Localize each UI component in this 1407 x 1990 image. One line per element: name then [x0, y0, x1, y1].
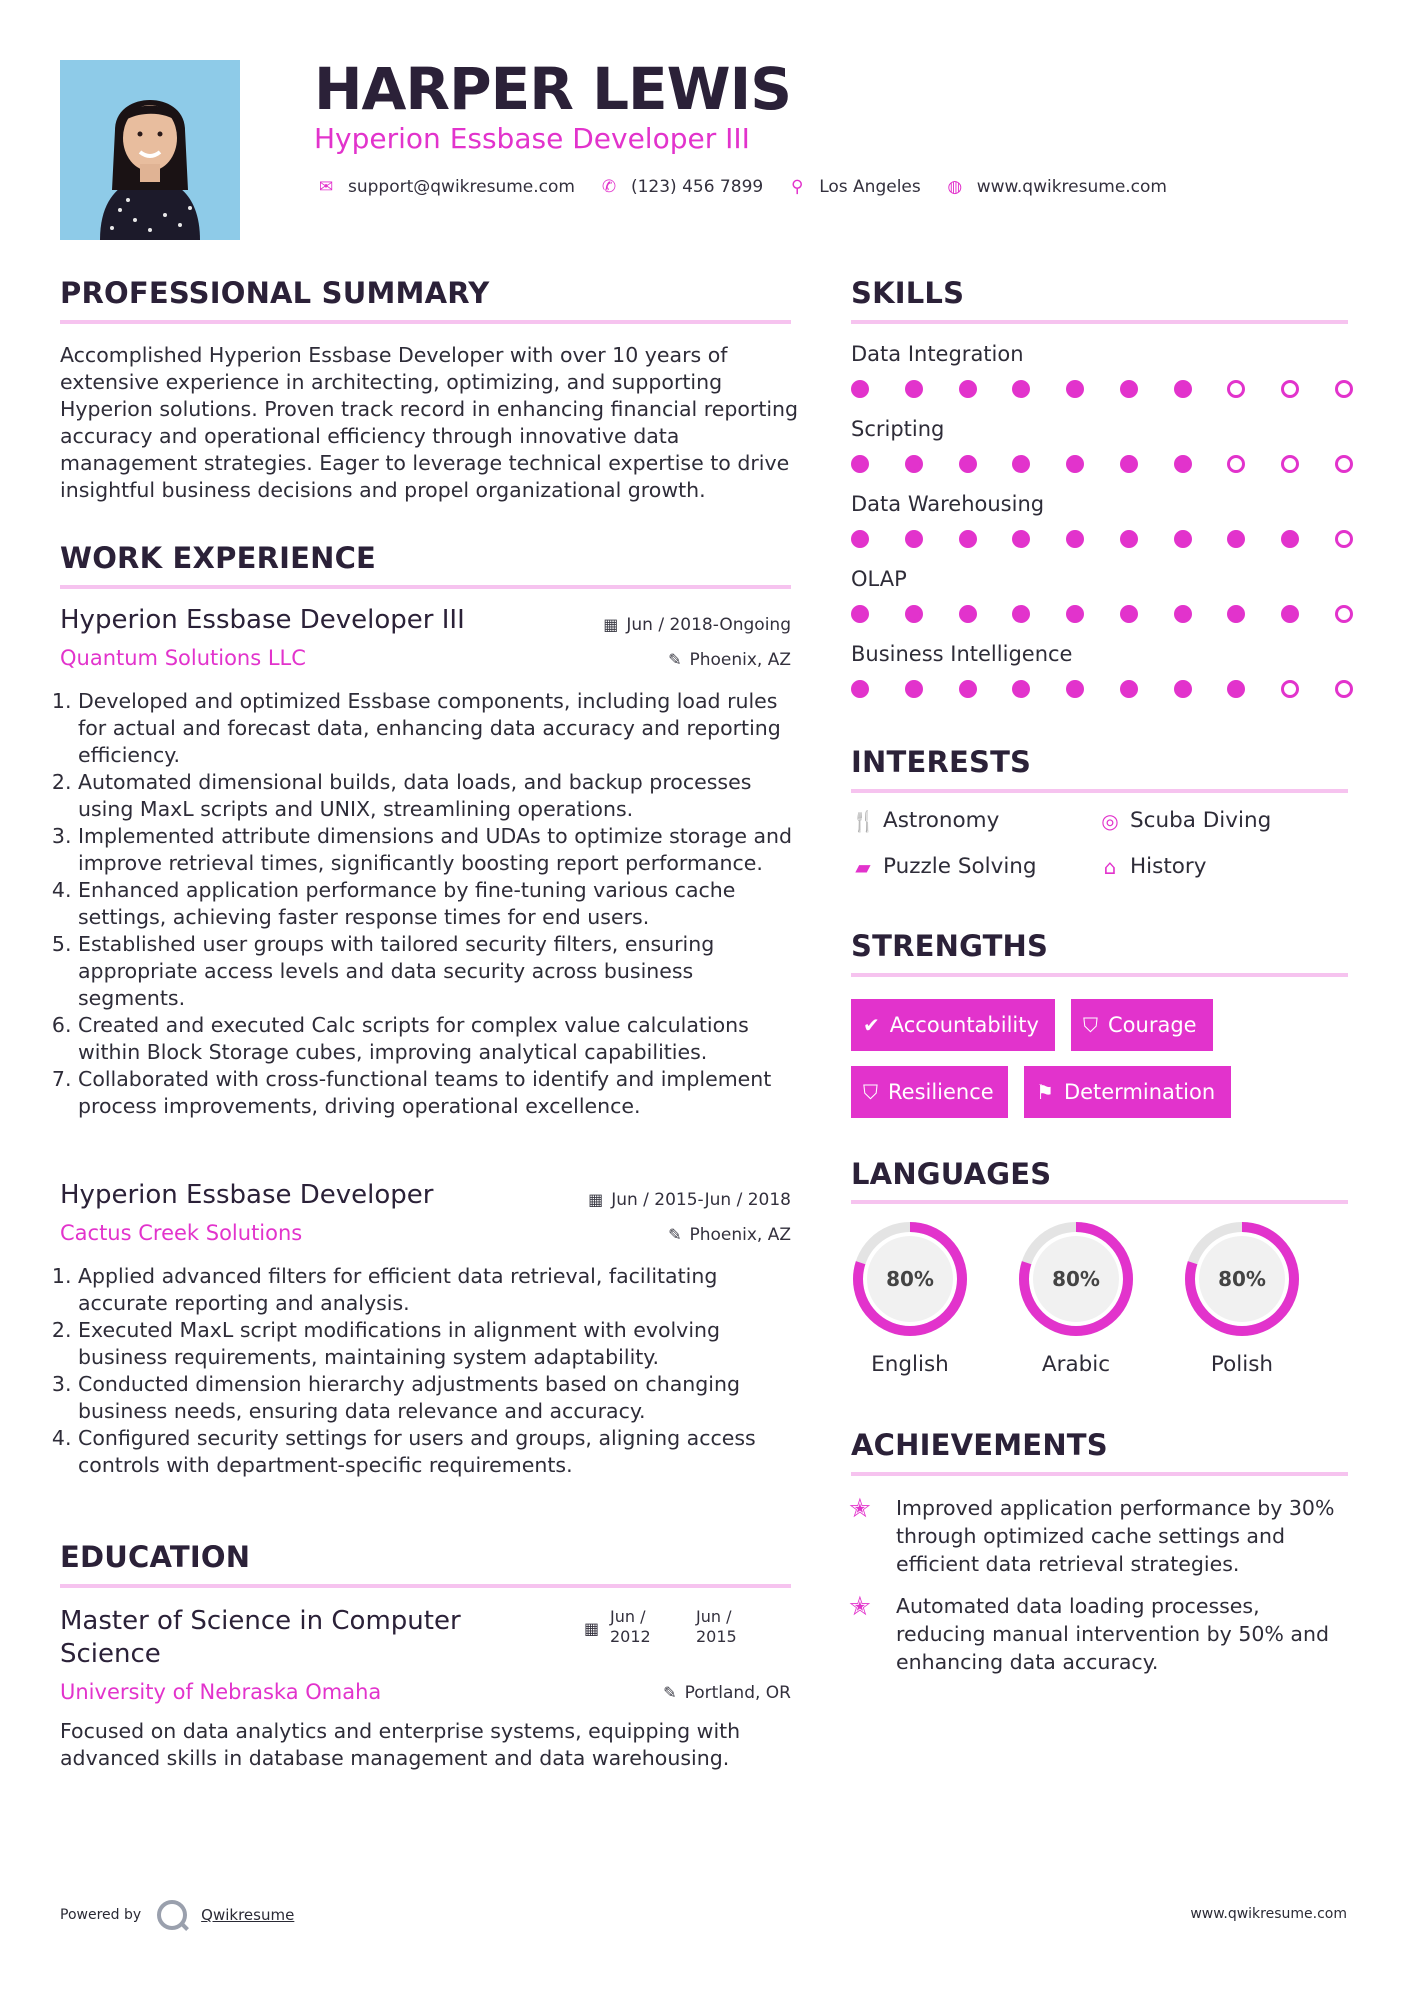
- language-percent: 80%: [1218, 1267, 1266, 1291]
- job-dates-text: Jun / 2015-Jun / 2018: [611, 1190, 791, 1210]
- language-item: [1015, 1218, 1137, 1377]
- job-dates-text: Jun / 2018-Ongoing: [626, 615, 791, 635]
- shield-icon: ⛉: [1083, 1013, 1098, 1037]
- education-location: [663, 1683, 791, 1703]
- contact-website[interactable]: www.qwikresume.com: [976, 177, 1167, 197]
- summary-divider: [60, 320, 791, 324]
- job-bullets: [60, 688, 800, 1120]
- rating-dot-filled: [851, 680, 869, 698]
- list-item: 5. Established user groups with tailored security filters, ensuring appropriate access levels and data security across business segments.: [78, 931, 800, 1012]
- rating-dot-filled: [851, 530, 869, 548]
- rating-dot-filled: [959, 455, 977, 473]
- achievement-item: Automated data loading processes, reducing manual intervention by 50% and enhancing data accuracy.: [896, 1594, 1329, 1674]
- rating-dot-filled: [1227, 605, 1245, 623]
- flag-icon: ⚑: [1036, 1080, 1054, 1104]
- list-item: 6. Created and executed Calc scripts for complex value calculations within Block Storage cubes, improving analytical capabilities.: [78, 1012, 800, 1066]
- envelope-icon: ✉: [318, 177, 334, 197]
- strength-label: Resilience: [888, 1080, 994, 1104]
- rating-dot-filled: [1174, 605, 1192, 623]
- strength-badge: [1024, 1066, 1231, 1118]
- rating-dot-filled: [959, 605, 977, 623]
- rating-dot-filled: [1012, 455, 1030, 473]
- strength-badge: [851, 999, 1055, 1051]
- footer-powered-by: [60, 1900, 294, 1930]
- rating-dot-filled: [905, 605, 923, 623]
- job-location-text: Phoenix, AZ: [689, 650, 791, 670]
- achievements-divider: [851, 1472, 1348, 1476]
- education-end-month: Jun /: [696, 1607, 732, 1626]
- contact-location: Los Angeles: [819, 177, 921, 197]
- education-end-year: 2015: [696, 1627, 737, 1646]
- pin-icon: ✎: [668, 1225, 682, 1244]
- skill-rating: [851, 380, 1353, 398]
- brand-link[interactable]: Qwikresume: [201, 1906, 295, 1924]
- bank-icon: ⌂: [1103, 854, 1117, 879]
- interest-label: Astronomy: [883, 808, 1000, 833]
- rating-dot-filled: [1120, 530, 1138, 548]
- interest-label: History: [1130, 854, 1207, 879]
- job-dates: [588, 1190, 791, 1210]
- achievement-item: Improved application performance by 30% through optimized cache settings and efficient data retrieval strategies.: [896, 1496, 1335, 1576]
- experience-divider: [60, 585, 791, 589]
- education-text: Focused on data analytics and enterprise systems, equipping with advanced skills in database management and data warehousing.: [60, 1719, 741, 1770]
- interest-item: [851, 808, 999, 833]
- calendar-icon: ▦: [584, 1619, 600, 1638]
- rating-dot-empty: [1281, 380, 1299, 398]
- language-percent: 80%: [1052, 1267, 1100, 1291]
- skill-rating: [851, 680, 1353, 698]
- list-item: 2. Automated dimensional builds, data loads, and backup processes using MaxL scripts and UNIX, streamlining operations.: [78, 769, 800, 823]
- footer-url[interactable]: www.qwikresume.com: [1190, 1906, 1347, 1922]
- skill-name: Data Warehousing: [851, 492, 1045, 516]
- life-ring-icon: ◎: [1101, 808, 1119, 833]
- calendar-icon: ▦: [588, 1190, 604, 1209]
- rating-dot-filled: [905, 455, 923, 473]
- skill-name: Business Intelligence: [851, 642, 1073, 666]
- education-heading: EDUCATION: [60, 1540, 251, 1574]
- list-item: 1. Developed and optimized Essbase components, including load rules for actual and forecast data, enhancing data accuracy and reporting efficiency.: [78, 688, 800, 769]
- skill-name: OLAP: [851, 567, 907, 591]
- education-degree: Master of Science in Computer Science: [60, 1606, 461, 1669]
- profile-photo: [60, 60, 240, 240]
- job-title: Hyperion Essbase Developer III: [60, 605, 465, 635]
- skill-rating: [851, 605, 1353, 623]
- interests-divider: [851, 789, 1348, 793]
- rating-dot-filled: [905, 530, 923, 548]
- rating-dot-filled: [1012, 605, 1030, 623]
- job-bullets: [60, 1263, 800, 1479]
- strength-label: Accountability: [889, 1013, 1039, 1037]
- interest-item: [851, 854, 1037, 879]
- languages-heading: LANGUAGES: [851, 1157, 1052, 1191]
- interest-label: Puzzle Solving: [883, 854, 1037, 879]
- list-item: 4. Configured security settings for users and groups, aligning access controls with department-specific requirements.: [78, 1425, 800, 1479]
- skills-divider: [851, 320, 1348, 324]
- skill-name: Scripting: [851, 417, 945, 441]
- rating-dot-filled: [1012, 380, 1030, 398]
- job-location: [668, 650, 791, 670]
- rating-dot-empty: [1227, 380, 1245, 398]
- skill-rating: [851, 455, 1353, 473]
- rating-dot-empty: [1335, 530, 1353, 548]
- rating-dot-empty: [1281, 680, 1299, 698]
- rating-dot-filled: [851, 380, 869, 398]
- language-item: [849, 1218, 971, 1377]
- pin-icon: ✎: [663, 1683, 677, 1702]
- rating-dot-empty: [1281, 455, 1299, 473]
- job-company: Cactus Creek Solutions: [60, 1221, 303, 1245]
- contact-bar: [314, 177, 1189, 197]
- achievements-heading: ACHIEVEMENTS: [851, 1428, 1108, 1462]
- pin-icon: ✎: [668, 650, 682, 669]
- rating-dot-filled: [851, 455, 869, 473]
- rating-dot-filled: [1066, 380, 1084, 398]
- job-location: [668, 1225, 791, 1245]
- rating-dot-filled: [1066, 530, 1084, 548]
- star-icon: ✭: [849, 1494, 871, 1524]
- rating-dot-empty: [1335, 455, 1353, 473]
- summary-text: Accomplished Hyperion Essbase Developer with over 10 years of extensive experience in architecting, optimizing, and supporting Hyperion solutions. Proven track record in enhancing financial reporting accuracy and operational efficiency through innovative data management strategies. Eager to leverage technical expertise to drive insightful business decisions and propel organizational growth.: [60, 343, 799, 502]
- rating-dot-filled: [1012, 530, 1030, 548]
- calendar-icon: ▦: [603, 615, 619, 634]
- education-divider: [60, 1584, 791, 1588]
- rating-dot-filled: [1066, 680, 1084, 698]
- rating-dot-empty: [1335, 380, 1353, 398]
- interest-item: [1098, 808, 1271, 833]
- book-icon: ▰: [855, 854, 871, 879]
- powered-by-text: Powered by: [60, 1907, 142, 1923]
- language-name: English: [871, 1352, 949, 1377]
- cutlery-icon: 🍴: [851, 808, 876, 833]
- rating-dot-filled: [1066, 605, 1084, 623]
- education-location-text: Portland, OR: [684, 1683, 791, 1703]
- job-title: Hyperion Essbase Developer: [60, 1180, 434, 1210]
- rating-dot-filled: [851, 605, 869, 623]
- interest-label: Scuba Diving: [1130, 808, 1272, 833]
- language-progress-ring: [849, 1218, 971, 1340]
- strength-badge: [851, 1066, 1008, 1118]
- education-school: University of Nebraska Omaha: [60, 1680, 382, 1704]
- strength-badge: [1071, 999, 1213, 1051]
- skill-name: Data Integration: [851, 342, 1024, 366]
- education-start-year: 2012: [610, 1627, 651, 1646]
- rating-dot-filled: [1281, 530, 1299, 548]
- strength-label: Determination: [1063, 1080, 1216, 1104]
- rating-dot-empty: [1227, 455, 1245, 473]
- rating-dot-filled: [1120, 455, 1138, 473]
- language-name: Arabic: [1041, 1352, 1111, 1377]
- contact-email[interactable]: support@qwikresume.com: [348, 177, 575, 197]
- list-item: 4. Enhanced application performance by fine-tuning various cache settings, achieving faster response times for end users.: [78, 877, 800, 931]
- interests-heading: INTERESTS: [851, 745, 1032, 779]
- rating-dot-filled: [1227, 530, 1245, 548]
- job-location-text: Phoenix, AZ: [689, 1225, 791, 1245]
- rating-dot-empty: [1335, 680, 1353, 698]
- list-item: 3. Conducted dimension hierarchy adjustments based on changing business needs, ensuring data relevance and accuracy.: [78, 1371, 800, 1425]
- rating-dot-empty: [1335, 605, 1353, 623]
- language-progress-ring: [1181, 1218, 1303, 1340]
- globe-icon: ◍: [947, 177, 963, 197]
- rating-dot-filled: [1174, 530, 1192, 548]
- rating-dot-filled: [1174, 380, 1192, 398]
- star-icon: ✭: [849, 1592, 871, 1622]
- rating-dot-filled: [1227, 680, 1245, 698]
- job-dates: [603, 615, 791, 635]
- language-name: Polish: [1210, 1352, 1274, 1377]
- language-item: [1181, 1218, 1303, 1377]
- rating-dot-filled: [905, 380, 923, 398]
- map-pin-icon: ⚲: [790, 177, 804, 197]
- skill-rating: [851, 530, 1353, 548]
- qwikresume-logo-icon: [157, 1900, 187, 1930]
- candidate-name: HARPER LEWIS: [314, 55, 791, 123]
- education-start-month: Jun /: [610, 1607, 646, 1626]
- rating-dot-filled: [1012, 680, 1030, 698]
- experience-heading: WORK EXPERIENCE: [60, 541, 377, 575]
- list-item: 3. Implemented attribute dimensions and UDAs to optimize storage and improve retrieval times, significantly boosting report performance.: [78, 823, 800, 877]
- rating-dot-filled: [1174, 680, 1192, 698]
- job-company: Quantum Solutions LLC: [60, 646, 306, 670]
- rating-dot-filled: [1281, 605, 1299, 623]
- languages-divider: [851, 1200, 1348, 1204]
- rating-dot-filled: [959, 530, 977, 548]
- language-percent: 80%: [886, 1267, 934, 1291]
- rating-dot-filled: [1174, 455, 1192, 473]
- rating-dot-filled: [1120, 605, 1138, 623]
- interest-item: [1098, 854, 1207, 879]
- phone-icon: ✆: [601, 177, 617, 197]
- language-progress-ring: [1015, 1218, 1137, 1340]
- list-item: 1. Applied advanced filters for efficient data retrieval, facilitating accurate reporting and analysis.: [78, 1263, 800, 1317]
- summary-heading: PROFESSIONAL SUMMARY: [60, 276, 490, 310]
- rating-dot-filled: [959, 380, 977, 398]
- list-item: 2. Executed MaxL script modifications in alignment with evolving business requirements, maintaining system adaptability.: [78, 1317, 800, 1371]
- rating-dot-filled: [1120, 680, 1138, 698]
- strength-label: Courage: [1108, 1013, 1197, 1037]
- strengths-heading: STRENGTHS: [851, 929, 1049, 963]
- contact-phone[interactable]: (123) 456 7899: [630, 177, 764, 197]
- strengths-divider: [851, 973, 1348, 977]
- check-circle-icon: ✔: [863, 1013, 880, 1037]
- shield-icon: ⛉: [863, 1080, 878, 1104]
- rating-dot-filled: [1120, 380, 1138, 398]
- rating-dot-filled: [1066, 455, 1084, 473]
- list-item: 7. Collaborated with cross-functional teams to identify and implement process improvements, driving operational excellence.: [78, 1066, 800, 1120]
- rating-dot-filled: [959, 680, 977, 698]
- rating-dot-filled: [905, 680, 923, 698]
- skills-heading: SKILLS: [851, 276, 965, 310]
- candidate-role: Hyperion Essbase Developer III: [314, 122, 750, 155]
